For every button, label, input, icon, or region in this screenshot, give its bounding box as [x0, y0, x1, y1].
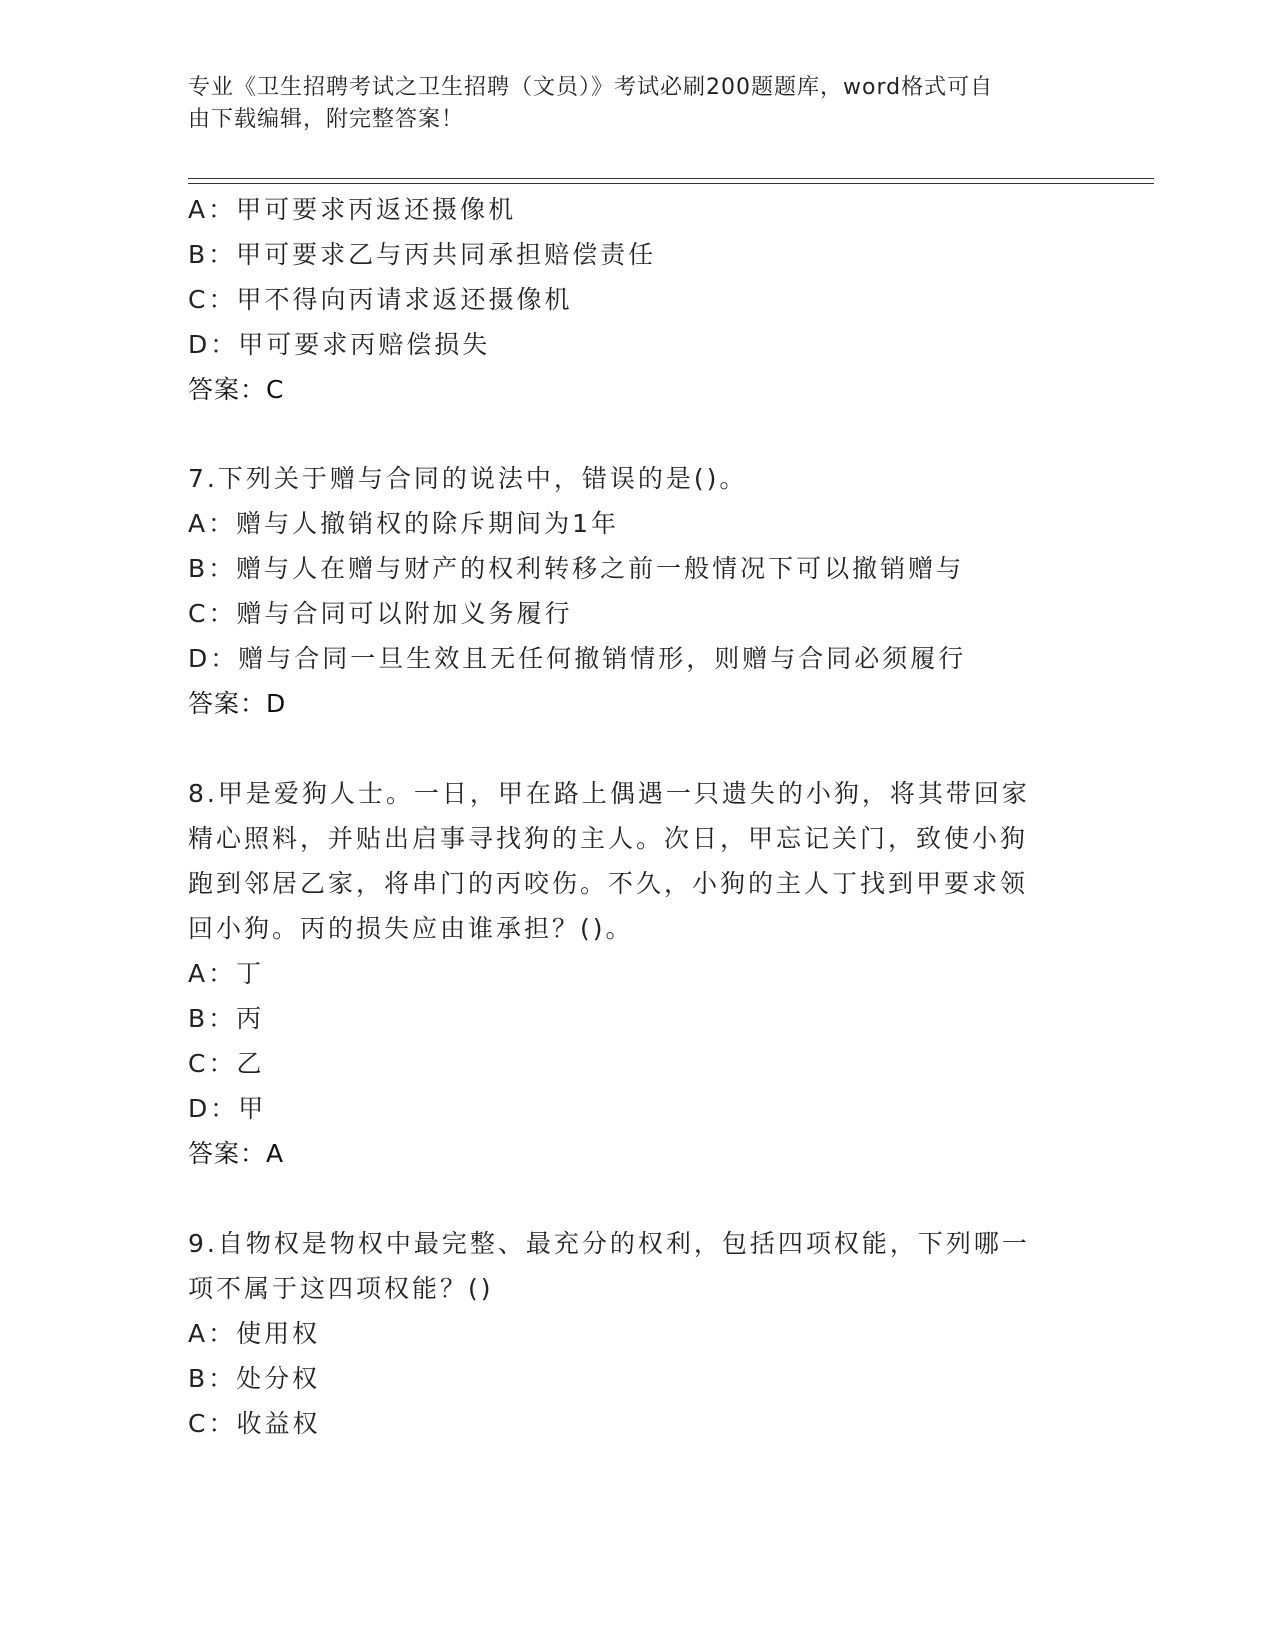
- q8-stem-line-3: 跑到邻居乙家，将串门的丙咬伤。不久，小狗的主人丁找到甲要求领: [188, 869, 1029, 898]
- q9-stem-line-1: 9.自物权是物权中最完整、最充分的权利，包括四项权能，下列哪一: [188, 1229, 1030, 1258]
- document-header: [188, 72, 1088, 136]
- q8-option-a: A：丁: [188, 959, 265, 988]
- q7-stem: 7.下列关于赠与合同的说法中，错误的是()。: [188, 464, 748, 493]
- q8-stem-line-1: 8.甲是爱狗人士。一日，甲在路上偶遇一只遗失的小狗，将其带回家: [188, 779, 1030, 808]
- q7-option-d: D：赠与合同一旦生效且无任何撤销情形，则赠与合同必须履行: [188, 644, 967, 673]
- q6-answer: 答案：C: [188, 375, 285, 404]
- q7-answer: 答案：D: [188, 689, 287, 718]
- header-title-line-2: 由下载编辑，附完整答案！: [188, 107, 465, 132]
- q6-option-a: A：甲可要求丙返还摄像机: [188, 195, 517, 224]
- q7-option-c: C：赠与合同可以附加义务履行: [188, 599, 573, 628]
- q8-stem-line-2: 精心照料，并贴出启事寻找狗的主人。次日，甲忘记关门，致使小狗: [188, 824, 1029, 853]
- q9-option-a: A：使用权: [188, 1319, 321, 1348]
- header-title-line-1: 专业《卫生招聘考试之卫生招聘（文员）》考试必刷200题题库，word格式可自: [188, 75, 994, 100]
- q8-option-c: C：乙: [188, 1049, 265, 1078]
- q9-option-b: B：处分权: [188, 1364, 321, 1393]
- q6-option-d: D：甲可要求丙赔偿损失: [188, 330, 491, 359]
- header-divider-bottom: [188, 183, 1154, 184]
- q7-option-b: B：赠与人在赠与财产的权利转移之前一般情况下可以撤销赠与: [188, 554, 965, 583]
- q9-stem-line-2: 项不属于这四项权能？(): [188, 1274, 494, 1303]
- header-divider-top: [188, 178, 1154, 179]
- q8-option-d: D：甲: [188, 1094, 267, 1123]
- q6-option-b: B：甲可要求乙与丙共同承担赔偿责任: [188, 240, 657, 269]
- q7-option-a: A：赠与人撤销权的除斥期间为1年: [188, 509, 620, 538]
- q6-option-c: C：甲不得向丙请求返还摄像机: [188, 285, 573, 314]
- q8-option-b: B：丙: [188, 1004, 265, 1033]
- q9-option-c: C：收益权: [188, 1409, 321, 1438]
- q8-stem-line-4: 回小狗。丙的损失应由谁承担？()。: [188, 914, 634, 943]
- q8-answer: 答案：A: [188, 1139, 285, 1168]
